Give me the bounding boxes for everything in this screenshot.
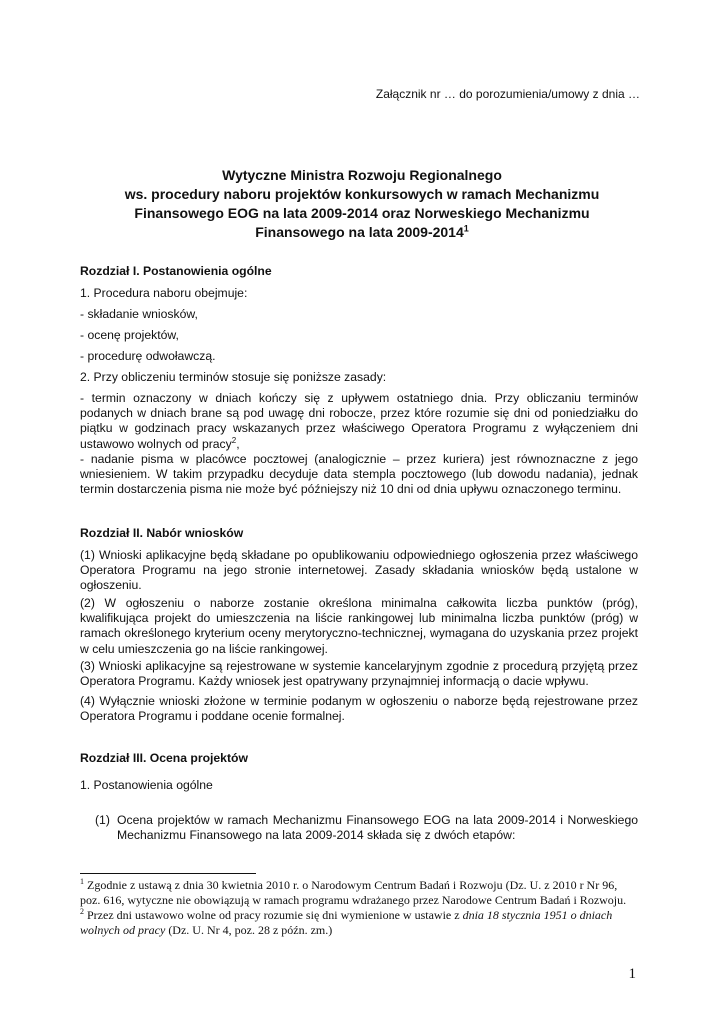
title-line-1: Wytyczne Ministra Rozwoju Regionalnego	[222, 167, 502, 183]
section-2-heading: Rozdział II. Nabór wniosków	[80, 526, 244, 540]
section-3-heading: Rozdział III. Ocena projektów	[80, 751, 248, 765]
section-1-rule-2: - nadanie pisma w placówce pocztowej (analogicznie – przez kuriera) jest równoznaczne z jego wniesieniem. W takim przypadku decyduje data stempla pocztowego (lub dowodu nadania), jednak termin dostarczenia pisma nie może być późniejszy niż 10 dni od dnia upływu oznaczonego terminu.	[80, 452, 638, 497]
footnote-2-ref: 2	[80, 907, 84, 916]
footnote-2-text-a: Przez dni ustawowo wolne od pracy rozumie się dni wymienione w ustawie z	[84, 908, 463, 922]
section-1-heading: Rozdział I. Postanowienia ogólne	[80, 264, 272, 278]
section-1-p1: 1. Procedura naboru obejmuje:	[80, 286, 248, 300]
title-line-3: Finansowego EOG na lata 2009-2014 oraz Norweskiego Mechanizmu	[134, 205, 590, 221]
section-2-p2: (2) W ogłoszeniu o naborze zostanie określona minimalna całkowita liczba punktów (próg), kwalifikująca projekt do umieszczenia na liście rankingowej lub minimalna liczba punktów (próg) w ramach określonego kryterium oceny merytoryczno-technicznej, wymagana do uzyskania przez projekt w celu umieszczenia go na liście rankingowej.	[80, 596, 638, 656]
footnote-ref-1: 1	[463, 223, 469, 234]
title-line-4-text: Finansowego na lata 2009-2014	[255, 224, 464, 240]
section-1-p2: 2. Przy obliczeniu terminów stosuje się poniższe zasady:	[80, 370, 387, 384]
footnote-1-ref: 1	[80, 877, 84, 886]
footnote-separator	[80, 873, 256, 874]
attachment-note: Załącznik nr … do porozumienia/umowy z dnia …	[375, 87, 640, 101]
title-line-2: ws. procedury naboru projektów konkursowych w ramach Mechanizmu	[124, 186, 600, 202]
section-3-item-1-label: (1)	[95, 813, 110, 827]
page-number: 1	[628, 966, 636, 982]
section-2-p3: (3) Wnioski aplikacyjne są rejestrowane w systemie kancelaryjnym zgodnie z procedurą przyjętą przez Operatora Programu. Każdy wniosek jest opatrywany przynajmniej informacją o dacie wpływu.	[80, 659, 638, 689]
section-1-rule-1	[80, 391, 638, 452]
footnote-1	[80, 878, 640, 908]
footnote-2-text-b: (Dz. U. Nr 4, poz. 28 z późn. zm.)	[165, 923, 333, 937]
section-2-p4: (4) Wyłącznie wnioski złożone w terminie podanym w ogłoszeniu o naborze będą rejestrowane przez Operatora Programu i poddane ocenie formalnej.	[80, 694, 638, 724]
footnote-1-text: Zgodnie z ustawą z dnia 30 kwietnia 2010 r. o Narodowym Centrum Badań i Rozwoju (Dz. U. z 2010 r Nr 96, poz. 616, wytyczne nie obowiązują w ramach programu wdrażanego przez Narodowe Centrum Badań i Rozwoju.	[80, 878, 627, 907]
title-line-4	[80, 223, 644, 242]
footnote-2	[80, 908, 640, 938]
document-title	[80, 166, 644, 242]
rule-1-text: - termin oznaczony w dniach kończy się z upływem ostatniego dnia. Przy obliczaniu terminów podanych w dniach brane są pod uwagę dni robocze, przez które rozumie się dni od poniedziałku do piątku w godzinach pracy wskazanych przez właściwego Operatora Programu z wyłączeniem dni ustawowo wolnych od pracy	[80, 391, 638, 451]
footnote-ref-2: 2	[231, 435, 237, 445]
footnotes	[80, 878, 640, 938]
section-1-item-1: - składanie wniosków,	[80, 307, 198, 321]
section-3-item-1-text: Ocena projektów w ramach Mechanizmu Finansowego EOG na lata 2009-2014 i Norweskiego Mechanizmu Finansowego na lata 2009-2014 składa się z dwóch etapów:	[117, 813, 638, 843]
footnote-2-italic: dnia 18 stycznia 1951 o dniach wolnych od pracy	[80, 908, 613, 937]
section-3-item-1	[95, 813, 638, 843]
section-3-p1: 1. Postanowienia ogólne	[80, 778, 213, 792]
rule-1-end: ,	[236, 436, 240, 451]
section-1-item-2: - ocenę projektów,	[80, 328, 179, 342]
section-1-item-3: - procedurę odwoławczą.	[80, 349, 216, 363]
section-2-p1: (1) Wnioski aplikacyjne będą składane po opublikowaniu odpowiedniego ogłoszenia przez właściwego Operatora Programu na jego stronie internetowej. Zasady składania wniosków będą ustalone w ogłoszeniu.	[80, 548, 638, 593]
